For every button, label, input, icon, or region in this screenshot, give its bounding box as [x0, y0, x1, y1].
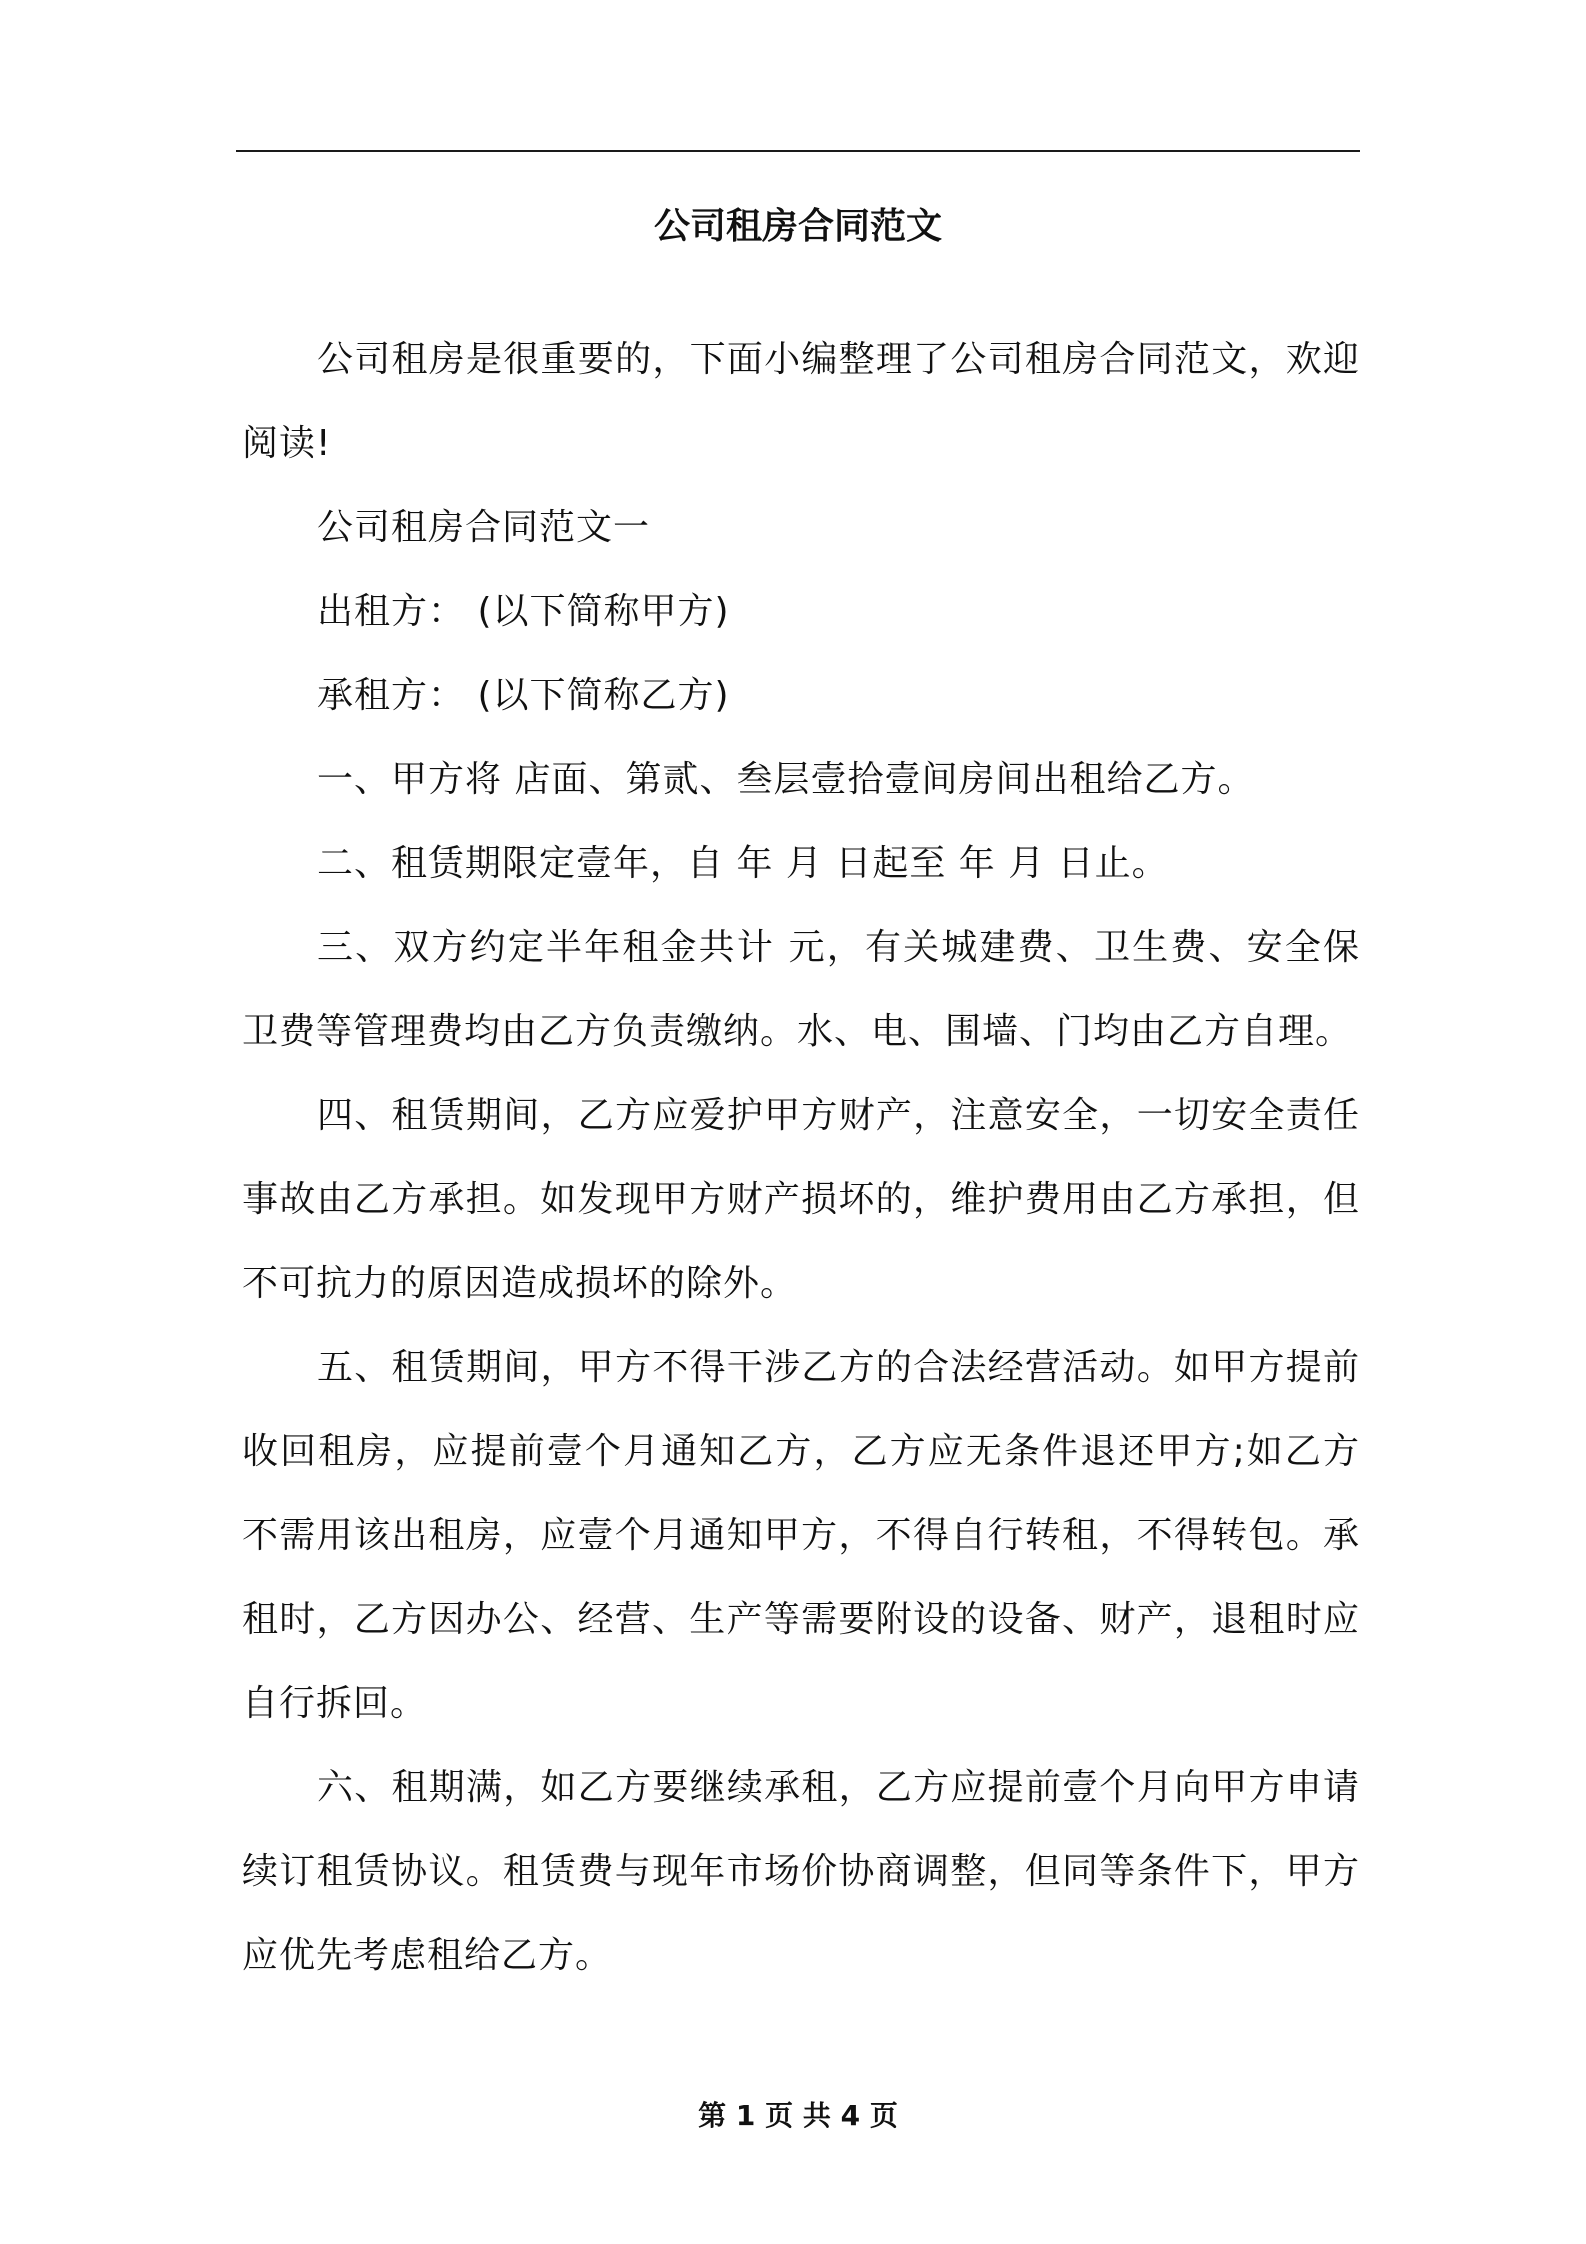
- clause-2: 二、租赁期限定壹年，自 年 月 日起至 年 月 日止。: [317, 843, 1169, 884]
- lessee-line: 承租方： (以下简称乙方): [317, 675, 730, 716]
- section-heading: 公司租房合同范文一: [317, 507, 651, 548]
- clause-4: 四、租赁期间，乙方应爱护甲方财产，注意安全，一切安全责任事故由乙方承担。如发现甲方财产损坏的，维护费用由乙方承担，但不可抗力的原因造成损坏的除外。: [242, 1095, 1360, 1304]
- clause-5: 五、租赁期间，甲方不得干涉乙方的合法经营活动。如甲方提前收回租房，应提前壹个月通知乙方，乙方应无条件退还甲方;如乙方不需用该出租房，应壹个月通知甲方，不得自行转租，不得转包。承租时，乙方因办公、经营、生产等需要附设的设备、财产，退租时应自行拆回。: [242, 1347, 1360, 1724]
- document-title: 公司租房合同范文: [653, 206, 942, 247]
- document-body: [242, 318, 1360, 1998]
- clause-3: 三、双方约定半年租金共计 元，有关城建费、卫生费、安全保卫费等管理费均由乙方负责缴纳。水、电、围墙、门均由乙方自理。: [242, 927, 1360, 1052]
- header-rule: [236, 150, 1360, 152]
- page-number-footer: 第 1 页 共 4 页: [698, 2099, 898, 2132]
- clause-6: 六、租期满，如乙方要继续承租，乙方应提前壹个月向甲方申请续订租赁协议。租赁费与现年市场价协商调整，但同等条件下，甲方应优先考虑租给乙方。: [242, 1767, 1360, 1976]
- clause-1: 一、甲方将 店面、第贰、叁层壹拾壹间房间出租给乙方。: [317, 759, 1255, 800]
- lessor-line: 出租方： (以下简称甲方): [317, 591, 730, 632]
- intro-paragraph: 公司租房是很重要的，下面小编整理了公司租房合同范文，欢迎阅读!: [242, 339, 1360, 464]
